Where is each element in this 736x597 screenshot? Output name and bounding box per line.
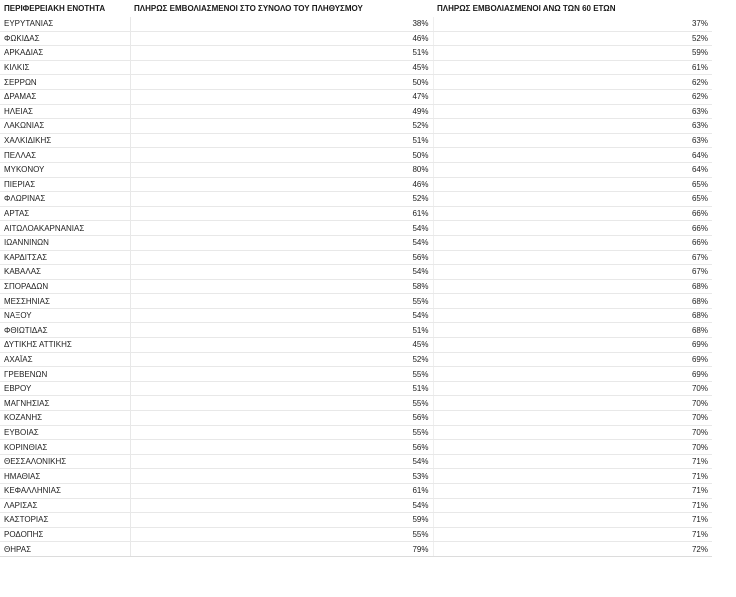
- regional-unit-cell: ΘΕΣΣΑΛΟΝΙΚΗΣ: [0, 454, 130, 469]
- over-60-percent-cell: 70%: [433, 411, 712, 426]
- total-percent-cell: 54%: [130, 221, 433, 236]
- over-60-percent-cell: 62%: [433, 89, 712, 104]
- total-percent-cell: 46%: [130, 177, 433, 192]
- over-60-percent-cell: 69%: [433, 367, 712, 382]
- regional-unit-cell: ΑΙΤΩΛΟΑΚΑΡΝΑΝΙΑΣ: [0, 221, 130, 236]
- table-row: [0, 235, 712, 250]
- total-percent-cell: 52%: [130, 352, 433, 367]
- regional-unit-cell: ΦΛΩΡΙΝΑΣ: [0, 192, 130, 207]
- total-percent-cell: 50%: [130, 75, 433, 90]
- regional-unit-cell: ΕΥΡΥΤΑΝΙΑΣ: [0, 17, 130, 31]
- over-60-percent-cell: 70%: [433, 381, 712, 396]
- regional-unit-cell: ΗΜΑΘΙΑΣ: [0, 469, 130, 484]
- table-row: [0, 17, 712, 31]
- over-60-percent-cell: 63%: [433, 119, 712, 134]
- total-percent-cell: 51%: [130, 323, 433, 338]
- table-row: [0, 46, 712, 61]
- over-60-percent-cell: 71%: [433, 498, 712, 513]
- regional-unit-cell: ΔΡΑΜΑΣ: [0, 89, 130, 104]
- table-row: [0, 367, 712, 382]
- table-row: [0, 338, 712, 353]
- total-percent-cell: 54%: [130, 308, 433, 323]
- over-60-percent-cell: 62%: [433, 75, 712, 90]
- regional-unit-cell: ΘΗΡΑΣ: [0, 542, 130, 557]
- over-60-percent-cell: 59%: [433, 46, 712, 61]
- regional-unit-cell: ΠΕΛΛΑΣ: [0, 148, 130, 163]
- regional-unit-cell: ΚΑΒΑΛΑΣ: [0, 265, 130, 280]
- table-row: [0, 513, 712, 528]
- table-row: [0, 177, 712, 192]
- regional-unit-cell: ΚΑΡΔΙΤΣΑΣ: [0, 250, 130, 265]
- over-60-percent-cell: 65%: [433, 192, 712, 207]
- total-percent-cell: 58%: [130, 279, 433, 294]
- regional-unit-cell: ΑΡΚΑΔΙΑΣ: [0, 46, 130, 61]
- regional-unit-cell: ΛΑΚΩΝΙΑΣ: [0, 119, 130, 134]
- total-percent-cell: 45%: [130, 60, 433, 75]
- table-row: [0, 484, 712, 499]
- total-percent-cell: 49%: [130, 104, 433, 119]
- total-percent-cell: 47%: [130, 89, 433, 104]
- regional-unit-cell: ΕΥΒΟΙΑΣ: [0, 425, 130, 440]
- regional-unit-cell: ΙΩΑΝΝΙΝΩΝ: [0, 235, 130, 250]
- regional-unit-cell: ΑΡΤΑΣ: [0, 206, 130, 221]
- regional-unit-cell: ΣΕΡΡΩΝ: [0, 75, 130, 90]
- over-60-percent-cell: 69%: [433, 352, 712, 367]
- regional-unit-cell: ΚΑΣΤΟΡΙΑΣ: [0, 513, 130, 528]
- total-percent-cell: 46%: [130, 31, 433, 46]
- over-60-percent-cell: 70%: [433, 425, 712, 440]
- header-regional-unit: ΠΕΡΙΦΕΡΕΙΑΚΗ ΕΝΟΤΗΤΑ: [4, 4, 106, 13]
- over-60-percent-cell: 71%: [433, 454, 712, 469]
- table-row: [0, 411, 712, 426]
- table-header: [0, 0, 712, 17]
- table-row: [0, 250, 712, 265]
- table-row: [0, 119, 712, 134]
- table-row: [0, 294, 712, 309]
- over-60-percent-cell: 66%: [433, 206, 712, 221]
- over-60-percent-cell: 52%: [433, 31, 712, 46]
- table-row: [0, 206, 712, 221]
- over-60-percent-cell: 67%: [433, 265, 712, 280]
- table-row: [0, 323, 712, 338]
- regional-unit-cell: ΜΥΚΟΝΟΥ: [0, 162, 130, 177]
- table-row: [0, 542, 712, 557]
- total-percent-cell: 56%: [130, 411, 433, 426]
- over-60-percent-cell: 63%: [433, 133, 712, 148]
- regional-unit-cell: ΝΑΞΟΥ: [0, 308, 130, 323]
- regional-unit-cell: ΦΘΙΩΤΙΔΑΣ: [0, 323, 130, 338]
- total-percent-cell: 55%: [130, 396, 433, 411]
- over-60-percent-cell: 64%: [433, 162, 712, 177]
- table-row: [0, 104, 712, 119]
- header-fully-vaccinated-total: ΠΛΗΡΩΣ ΕΜΒΟΛΙΑΣΜΕΝΟΙ ΣΤΟ ΣΥΝΟΛΟ ΤΟΥ ΠΛΗΘΥΣΜΟΥ: [134, 4, 363, 13]
- table-body: [0, 17, 712, 556]
- over-60-percent-cell: 71%: [433, 513, 712, 528]
- regional-unit-cell: ΚΕΦΑΛΛΗΝΙΑΣ: [0, 484, 130, 499]
- over-60-percent-cell: 68%: [433, 279, 712, 294]
- regional-unit-cell: ΚΙΛΚΙΣ: [0, 60, 130, 75]
- total-percent-cell: 54%: [130, 454, 433, 469]
- table-row: [0, 469, 712, 484]
- total-percent-cell: 51%: [130, 46, 433, 61]
- total-percent-cell: 56%: [130, 440, 433, 455]
- regional-unit-cell: ΦΩΚΙΔΑΣ: [0, 31, 130, 46]
- header-row: [0, 0, 712, 17]
- total-percent-cell: 55%: [130, 367, 433, 382]
- total-percent-cell: 50%: [130, 148, 433, 163]
- regional-unit-cell: ΧΑΛΚΙΔΙΚΗΣ: [0, 133, 130, 148]
- over-60-percent-cell: 71%: [433, 484, 712, 499]
- over-60-percent-cell: 70%: [433, 440, 712, 455]
- total-percent-cell: 79%: [130, 542, 433, 557]
- total-percent-cell: 54%: [130, 265, 433, 280]
- regional-unit-cell: ΔΥΤΙΚΗΣ ΑΤΤΙΚΗΣ: [0, 338, 130, 353]
- regional-unit-cell: ΡΟΔΟΠΗΣ: [0, 527, 130, 542]
- over-60-percent-cell: 70%: [433, 396, 712, 411]
- over-60-percent-cell: 67%: [433, 250, 712, 265]
- over-60-percent-cell: 63%: [433, 104, 712, 119]
- header-fully-vaccinated-over-60: ΠΛΗΡΩΣ ΕΜΒΟΛΙΑΣΜΕΝΟΙ ΑΝΩ ΤΩΝ 60 ΕΤΩΝ: [437, 4, 616, 13]
- table-row: [0, 396, 712, 411]
- total-percent-cell: 53%: [130, 469, 433, 484]
- total-percent-cell: 52%: [130, 119, 433, 134]
- regional-unit-cell: ΑΧΑΪΑΣ: [0, 352, 130, 367]
- total-percent-cell: 61%: [130, 484, 433, 499]
- regional-unit-cell: ΣΠΟΡΑΔΩΝ: [0, 279, 130, 294]
- table-row: [0, 352, 712, 367]
- table-row: [0, 440, 712, 455]
- table-row: [0, 60, 712, 75]
- table-row: [0, 527, 712, 542]
- table-row: [0, 162, 712, 177]
- total-percent-cell: 38%: [130, 17, 433, 31]
- over-60-percent-cell: 68%: [433, 308, 712, 323]
- over-60-percent-cell: 72%: [433, 542, 712, 557]
- total-percent-cell: 56%: [130, 250, 433, 265]
- over-60-percent-cell: 37%: [433, 17, 712, 31]
- over-60-percent-cell: 66%: [433, 235, 712, 250]
- table-row: [0, 75, 712, 90]
- regional-unit-cell: ΛΑΡΙΣΑΣ: [0, 498, 130, 513]
- total-percent-cell: 52%: [130, 192, 433, 207]
- table-row: [0, 454, 712, 469]
- over-60-percent-cell: 69%: [433, 338, 712, 353]
- regional-unit-cell: ΗΛΕΙΑΣ: [0, 104, 130, 119]
- over-60-percent-cell: 61%: [433, 60, 712, 75]
- over-60-percent-cell: 68%: [433, 294, 712, 309]
- over-60-percent-cell: 68%: [433, 323, 712, 338]
- table-row: [0, 148, 712, 163]
- total-percent-cell: 55%: [130, 425, 433, 440]
- regional-unit-cell: ΜΑΓΝΗΣΙΑΣ: [0, 396, 130, 411]
- regional-unit-cell: ΠΙΕΡΙΑΣ: [0, 177, 130, 192]
- total-percent-cell: 61%: [130, 206, 433, 221]
- total-percent-cell: 80%: [130, 162, 433, 177]
- regional-unit-cell: ΜΕΣΣΗΝΙΑΣ: [0, 294, 130, 309]
- over-60-percent-cell: 71%: [433, 469, 712, 484]
- total-percent-cell: 51%: [130, 381, 433, 396]
- table-row: [0, 425, 712, 440]
- table-row: [0, 89, 712, 104]
- total-percent-cell: 54%: [130, 235, 433, 250]
- table-row: [0, 279, 712, 294]
- regional-unit-cell: ΚΟΖΑΝΗΣ: [0, 411, 130, 426]
- table-row: [0, 308, 712, 323]
- table-row: [0, 31, 712, 46]
- table-row: [0, 221, 712, 236]
- over-60-percent-cell: 66%: [433, 221, 712, 236]
- total-percent-cell: 59%: [130, 513, 433, 528]
- table-row: [0, 381, 712, 396]
- total-percent-cell: 45%: [130, 338, 433, 353]
- table-row: [0, 498, 712, 513]
- over-60-percent-cell: 65%: [433, 177, 712, 192]
- table-row: [0, 265, 712, 280]
- table-row: [0, 133, 712, 148]
- total-percent-cell: 55%: [130, 294, 433, 309]
- regional-unit-cell: ΕΒΡΟΥ: [0, 381, 130, 396]
- regional-unit-cell: ΚΟΡΙΝΘΙΑΣ: [0, 440, 130, 455]
- total-percent-cell: 51%: [130, 133, 433, 148]
- table-row: [0, 192, 712, 207]
- total-percent-cell: 54%: [130, 498, 433, 513]
- regional-unit-cell: ΓΡΕΒΕΝΩΝ: [0, 367, 130, 382]
- over-60-percent-cell: 71%: [433, 527, 712, 542]
- over-60-percent-cell: 64%: [433, 148, 712, 163]
- total-percent-cell: 55%: [130, 527, 433, 542]
